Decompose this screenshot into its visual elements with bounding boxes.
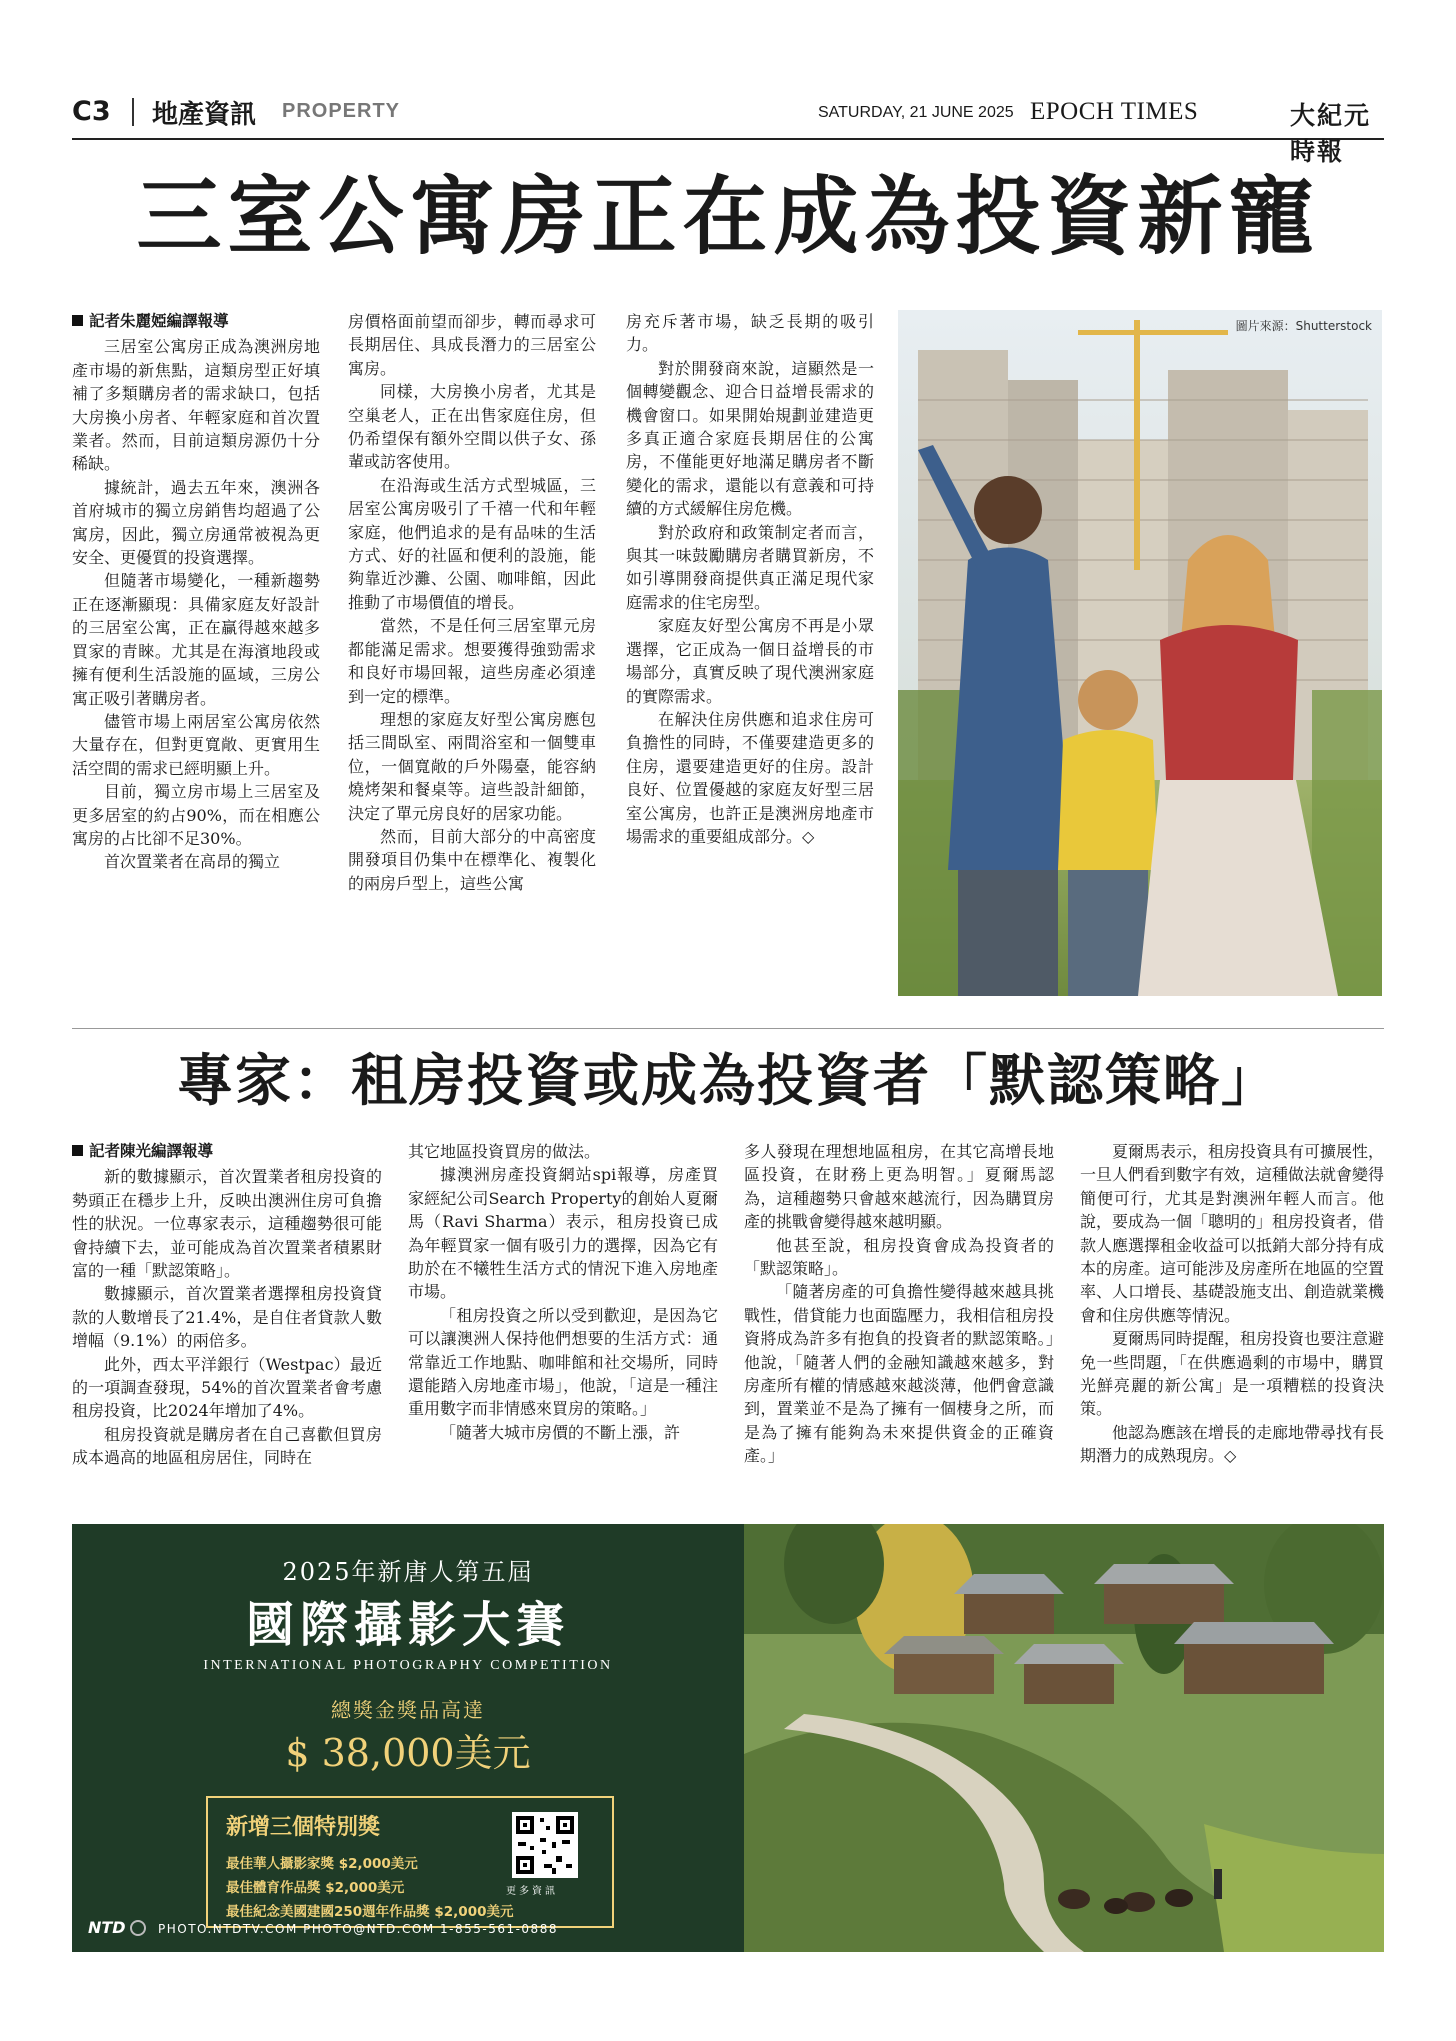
page-number: C3	[72, 96, 111, 127]
paragraph: 「隨著大城市房價的不斷上漲，許	[440, 1422, 681, 1442]
paragraph: 數據顯示，首次置業者選擇租房投資貸款的人數增長了21.4%，是自住者貸款人數增幅（9.1%）的兩倍多。	[72, 1284, 382, 1351]
paper-name-en: EPOCH TIMES	[1030, 98, 1199, 125]
square-bullet-icon	[72, 1145, 83, 1156]
article2-headline: 專家：租房投資或成為投資者「默認策略」	[177, 1049, 1279, 1114]
paragraph: 同樣，大房換小房者，尤其是空巢老人，正在出售家庭住房，但仍希望保有額外空間以供子女、孫輩或訪客使用。	[348, 382, 596, 472]
paragraph: 「租房投資之所以受到歡迎，是因為它可以讓澳洲人保持他們想要的生活方式：通常靠近工作地點、咖啡館和社交場所，同時還能踏入房地產市場」，他說，「這是一種注重用數字而非情感來買房的策略。」	[408, 1305, 718, 1419]
paragraph: 夏爾馬表示，租房投資具有可擴展性，一旦人們看到數字有效，這種做法就會變得簡便可行，尤其是對澳洲年輕人而言。他說，要成為一個「聰明的」租房投資者，借款人應選擇租金收益可以抵銷大部分持有成本的房產。這可能涉及房產所在地區的空置率、人口增長、基礎設施支出、創造就業機會和住房供應等情況。	[1080, 1142, 1385, 1325]
section-title-en: PROPERTY	[282, 100, 401, 122]
special-awards-title: 新增三個特別獎	[226, 1815, 381, 1840]
masthead-divider	[132, 98, 134, 126]
paragraph: 租房投資就是購房者在自己喜歡但買房成本過高的地區租房居住，同時在	[72, 1424, 382, 1468]
section-title: 地產資訊	[152, 100, 257, 130]
paragraph: 他認為應該在增長的走廊地帶尋找有長期潛力的成熟現房。◇	[1080, 1422, 1385, 1466]
paragraph: 「隨著房產的可負擔性變得越來越具挑戰性，借貸能力也面臨壓力，我相信租房投資將成為許多有抱負的投資者的默認策略。」他說，「隨著人們的金融知識越來越多，對房產所有權的情感越來越淡薄，他們會意識到，置業並不是為了擁有一個棲身之所，而是為了擁有能夠為未來提供資金的正確資產。」	[744, 1282, 1054, 1466]
ad-contact: PHOTO.NTDTV.COM PHOTO@NTD.COM 1-855-561-0888	[158, 1922, 558, 1936]
paragraph: 目前，獨立房市場上三居室及更多居室的約占90%，而在相應公寓房的占比卻不足30%。	[72, 782, 320, 848]
paragraph: 其它地區投資買房的做法。	[408, 1142, 601, 1161]
ntd-circle-icon	[130, 1920, 146, 1936]
award-line: 最佳紀念美國建國250週年作品獎 $2,000美元	[226, 1904, 514, 1920]
ntd-logo: NTD	[88, 1918, 126, 1937]
family-city-illustration	[898, 310, 1382, 996]
ad-title: 國際攝影大賽	[245, 1597, 570, 1653]
paragraph: 在沿海或生活方式型城區，三居室公寓房吸引了千禧一代和年輕家庭，他們追求的是有品味的生活方式、好的社區和便利的設施，能夠靠近沙灘、公園、咖啡館，因此推動了市場價值的增長。	[348, 475, 596, 612]
article2-column-1	[72, 1140, 382, 1470]
article1-column-2	[348, 310, 596, 895]
paragraph: 此外，西太平洋銀行（Westpac）最近的一項調查發現，54%的首次置業者會考慮租房投資，比2024年增加了4%。	[72, 1354, 382, 1421]
paragraph: 房充斥著市場，缺乏長期的吸引力。	[626, 312, 874, 355]
village-photo	[744, 1524, 1384, 1952]
special-awards-box	[206, 1796, 614, 1928]
paragraph: 新的數據顯示，首次置業者租房投資的勢頭正在穩步上升，反映出澳洲住房可負擔性的狀況。一位專家表示，這種趨勢很可能會持續下去，並可能成為首次置業者積累財富的一種「默認策略」。	[72, 1167, 382, 1281]
award-line: 最佳華人攝影家獎 $2,000美元	[226, 1856, 418, 1872]
paragraph: 在解決住房供應和追求住房可負擔性的同時，不僅要建造更多的住房，還要建造更好的住房。設計良好、位置優越的家庭友好型三居室公寓房，也許正是澳洲房地產市場需求的重要組成部分。◇	[626, 709, 874, 846]
paragraph: 房價格面前望而卻步，轉而尋求可長期居住、具成長潛力的三居室公寓房。	[348, 312, 596, 378]
paragraph: 但隨著市場變化，一種新趨勢正在逐漸顯現：具備家庭友好設計的三居室公寓，正在贏得越來越多買家的青睞。尤其是在海濱地段或擁有便利生活設施的區域，三房公寓正吸引著購房者。	[72, 571, 320, 708]
paragraph: 然而，目前大部分的中高密度開發項目仍集中在標準化、複製化的兩房戶型上，這些公寓	[348, 826, 596, 893]
article1-column-3	[626, 310, 874, 848]
ad-title-en: INTERNATIONAL PHOTOGRAPHY COMPETITION	[203, 1658, 613, 1673]
family-photo	[898, 310, 1382, 996]
paragraph: 首次置業者在高昂的獨立	[104, 852, 281, 872]
paragraph: 對於開發商來說，這顯然是一個轉變觀念、迎合日益增長需求的機會窗口。如果開始規劃並建造更多真正適合家庭長期居住的公寓房，不僅能更好地滿足購房者不斷變化的需求，還能以有意義和可持續的方式緩解住房危機。	[626, 358, 874, 519]
paragraph: 多人發現在理想地區租房，在其它高增長地區投資，在財務上更為明智。」夏爾馬認為，這種趨勢只會越來越流行，因為購買房產的挑戰會變得越來越明顯。	[744, 1142, 1054, 1232]
paragraph: 家庭友好型公寓房不再是小眾選擇，它正成為一個日益增長的市場部分，真實反映了現代澳洲家庭的實際需求。	[626, 616, 874, 706]
ad-prize-amount: $ 38,000美元	[285, 1731, 531, 1775]
section-divider	[72, 1028, 1384, 1029]
qr-code-icon[interactable]	[512, 1812, 578, 1878]
mountain-village-illustration	[744, 1524, 1384, 1952]
paragraph: 夏爾馬同時提醒，租房投資也要注意避免一些問題，「在供應過剩的市場中，購買光鮮亮麗的新公寓」是一項糟糕的投資決策。	[1080, 1329, 1385, 1419]
paragraph: 儘管市場上兩居室公寓房依然大量存在，但對更寬敞、更實用生活空間的需求已經明顯上升。	[72, 711, 320, 778]
paragraph: 據統計，過去五年來，澳洲各首府城市的獨立房銷售均超過了公寓房，因此，獨立房通常被視為更安全、更優質的投資選擇。	[72, 477, 320, 568]
paragraph: 三居室公寓房正成為澳洲房地產市場的新焦點，這類房型正好填補了多類購房者的需求缺口，包括大房換小房者、年輕家庭和首次置業者。然而，目前這類房源仍十分稀缺。	[72, 337, 320, 474]
article2-column-2	[408, 1140, 718, 1444]
article2-column-3	[744, 1140, 1054, 1468]
square-bullet-icon	[72, 315, 83, 326]
ad-prize-label: 總獎金獎品高達	[331, 1698, 485, 1722]
article2-byline-text: 記者陳光編譯報導	[89, 1142, 214, 1160]
photo-credit: 圖片來源：Shutterstock	[1235, 319, 1372, 333]
qr-label: 更多資訊	[506, 1886, 558, 1897]
article1-byline-text: 記者朱麗婭編譯報導	[89, 312, 229, 330]
paragraph: 理想的家庭友好型公寓房應包括三間臥室、兩間浴室和一個雙車位，一個寬敞的戶外陽臺，能容納燒烤架和餐桌等。這些設計細節，決定了單元房良好的居家功能。	[348, 709, 596, 823]
paragraph: 據澳洲房產投資網站spi報導，房產買家經紀公司Search Property的創始人夏爾馬（Ravi Sharma）表示，租房投資已成為年輕買家一個有吸引力的選擇，因為它有助於在不犧牲生活方式的情況下進入房地產市場。	[408, 1165, 718, 1302]
ad-kicker: 2025年新唐人第五屆	[282, 1558, 534, 1586]
ad-panel	[72, 1524, 744, 1952]
photo-contest-ad[interactable]	[72, 1524, 1384, 1952]
article1-headline: 三室公寓房正在成為投資新寵	[136, 167, 1320, 267]
paragraph: 他甚至說，租房投資會成為投資者的「默認策略」。	[744, 1235, 1054, 1279]
article1-byline	[72, 310, 320, 333]
issue-date: SATURDAY, 21 JUNE 2025	[818, 104, 1014, 121]
article2-byline	[72, 1140, 382, 1163]
article2-column-4	[1080, 1140, 1384, 1468]
paper-name-zh: 大紀元時報	[1290, 101, 1372, 166]
article1-column-1	[72, 310, 320, 874]
paragraph: 對於政府和政策制定者而言，與其一味鼓勵購房者購買新房，不如引導開發商提供真正滿足現代家庭需求的住宅房型。	[626, 522, 874, 612]
masthead	[72, 92, 1384, 166]
paragraph: 當然，不是任何三居室單元房都能滿足需求。想要獲得強勁需求和良好市場回報，這些房產必須達到一定的標準。	[348, 616, 596, 706]
award-line: 最佳體育作品獎 $2,000美元	[226, 1880, 405, 1896]
